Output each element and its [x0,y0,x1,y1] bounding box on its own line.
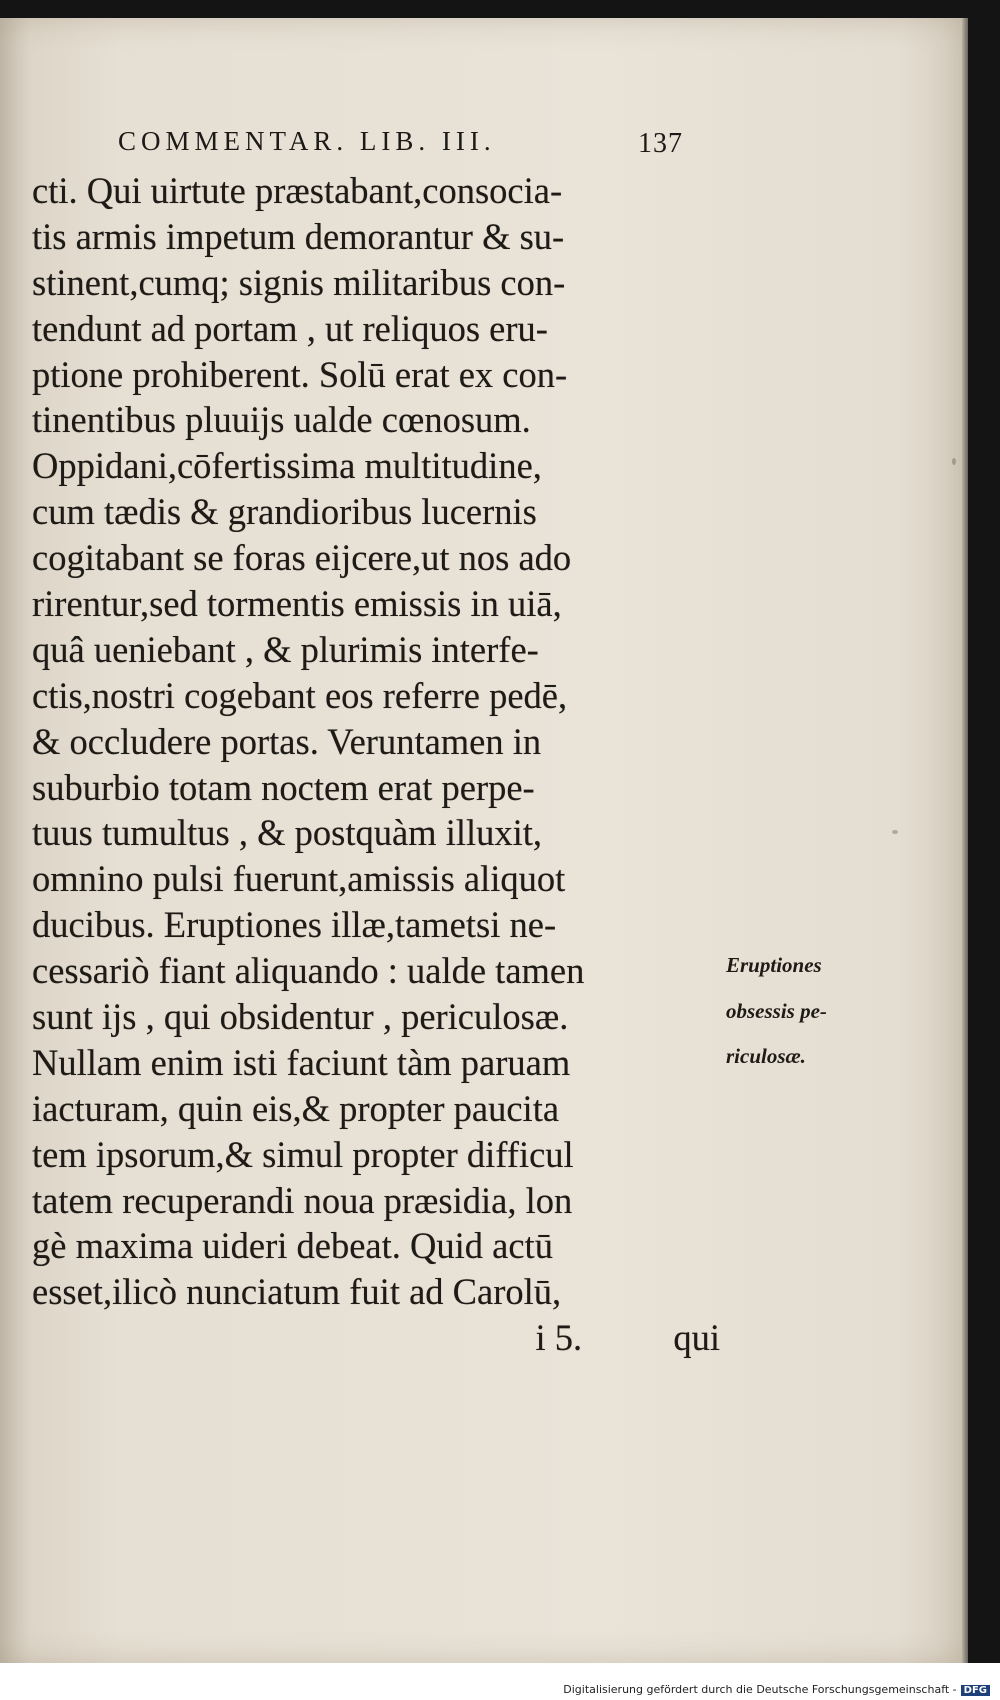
text-line: cti. Qui uirtute præstabant,consocia- [32,170,563,211]
marginal-note-line: riculosæ. [726,1044,806,1068]
dfg-logo: DFG [961,1685,990,1696]
text-line: tis armis impetum demorantur & su- [32,215,565,257]
running-title: COMMENTAR. LIB. III. [118,126,496,156]
text-line: Oppidani,cōfertissima multitudine, [32,445,542,487]
text-line: tinentibus pluuijs ualde cœnosum. [32,399,531,441]
text-line: ducibus. Eruptiones illæ,tametsi ne- [32,904,557,946]
text-line: Nullam enim isti faciunt tàm paruam [32,1041,571,1083]
text-line: tendunt ad portam , ut reliquos eru- [32,307,548,349]
page-number: 137 [638,128,683,159]
marginal-note-line: obsessis pe- [726,998,827,1023]
text-line: esset,ilicò nunciatum fuit ad Carolū, [32,1271,562,1313]
page-edge [962,18,968,1663]
paper-speck [892,830,898,834]
text-line: suburbio totam noctem erat perpe- [32,766,535,808]
signature-catchword-line: i 5. qui [535,1317,720,1359]
text-line: rirentur,sed tormentis emissis in uiā, [32,583,562,625]
text-line: ptione prohiberent. Solū erat ex con- [32,353,568,395]
paper-speck [952,458,956,465]
body-text [32,168,722,1361]
dfg-credit-text: Digitalisierung gefördert durch die Deutsche Forschungsgemeinschaft - [563,1683,957,1696]
text-line: cum tædis & grandioribus lucernis [32,491,537,533]
book-page [0,18,962,1663]
marginal-note [726,943,886,1080]
text-line: tem ipsorum,& simul propter difficul [32,1133,574,1175]
dfg-credit [563,1683,990,1696]
text-line: ctis,nostri cogebant eos referre pedē, [32,674,568,716]
text-line: gè maxima uideri debeat. Quid actū [32,1225,553,1267]
marginal-note-line: Eruptiones [726,953,822,977]
text-line: iacturam, quin eis,& propter paucita [32,1087,560,1129]
text-line: cessariò fiant aliquando : ualde tamen [32,950,585,992]
text-line: cogitabant se foras eijcere,ut nos ado [32,537,572,579]
text-line: & occludere portas. Veruntamen in [32,720,542,762]
text-line: tuus tumultus , & postquàm illuxit, [32,812,543,854]
text-line: stinent,cumq; signis militaribus con- [32,261,566,303]
text-line: sunt ijs , qui obsidentur , periculosæ. [32,996,569,1038]
text-line: quâ ueniebant , & plurimis interfe- [32,628,539,670]
text-line: tatem recuperandi noua præsidia, lon [32,1179,573,1221]
text-line: omnino pulsi fuerunt,amissis aliquot [32,858,566,900]
